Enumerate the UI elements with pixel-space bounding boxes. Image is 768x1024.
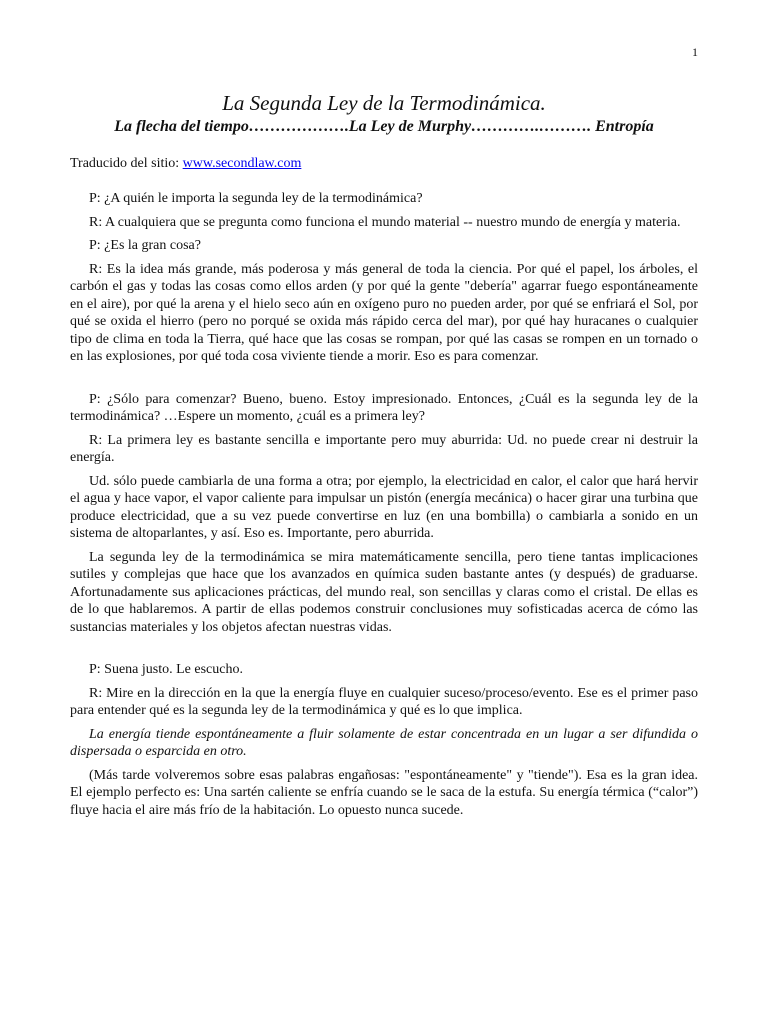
paragraph-answer-4: R: Mire en la dirección en la que la energía fluye en cualquier suceso/proceso/evento. Ese es el primer paso para entender qué es la segunda ley de la termodinámica y qué es lo que implica. bbox=[70, 685, 698, 718]
paragraph-question-2: P: ¿Es la gran cosa? bbox=[89, 238, 201, 253]
page-number: 1 bbox=[692, 45, 698, 59]
paragraph-key-idea: La energía tiende espontáneamente a fluir solamente de estar concentrada en un lugar a ser difundida o dispersada o esparcida en otro. bbox=[70, 726, 698, 759]
document-body bbox=[70, 190, 698, 825]
document-subtitle: La flecha del tiempo……………….La Ley de Murphy………….………. Entropía bbox=[114, 118, 654, 135]
paragraph-answer-2: R: Es la idea más grande, más poderosa y más general de toda la ciencia. Por qué el papel, los árboles, el carbón el gas y todas las cosas como ellos arden (y por qué la gente "debería" agarrar fuego espontáneamente en el aire), por qué la arena y el hielo seco aún en oxígeno puro no pueden arder, por qué se enfriará el Sol, por qué se oxida el hierro (pero no porqué se oxida más rápido cerca del mar), por qué hay huracanes o cualquier tipo de clima en toda la Tierra, qué hace que las cosas se rompan, por qué las casas se rompen en un tornado o en las explosiones, por qué toda cosa viviente tiende a morir. Eso es para comenzar. bbox=[70, 261, 698, 364]
paragraph-second-law: La segunda ley de la termodinámica se mira matemáticamente sencilla, pero tiene tantas implicaciones sutiles y complejas que hace que los avanzados en química suden bastante antes (y después) de graduarse. Afortunadamente sus aplicaciones prácticas, del mundo real, son sencillas y claras como el cristal. De ellas es de lo que hablaremos. A partir de ellas podemos construir conclusiones muy sofisticadas acerca de cómo las sustancias materiales y los objetos afectan nuestras vidas. bbox=[70, 549, 698, 635]
source-line bbox=[70, 156, 301, 172]
paragraph-answer-3: R: La primera ley es bastante sencilla e importante pero muy aburrida: Ud. no puede crear ni destruir la energía. bbox=[70, 432, 698, 465]
paragraph-answer-1: R: A cualquiera que se pregunta como funciona el mundo material -- nuestro mundo de energía y materia. bbox=[89, 214, 681, 230]
paragraph-question-3: P: ¿Sólo para comenzar? Bueno, bueno. Estoy impresionado. Entonces, ¿Cuál es la segunda ley de la termodinámica? …Espere un momento, ¿cuál es a primera ley? bbox=[70, 391, 698, 424]
paragraph-question-1: P: ¿A quién le importa la segunda ley de la termodinámica? bbox=[89, 191, 423, 206]
paragraph-first-law: Ud. sólo puede cambiarla de una forma a otra; por ejemplo, la electricidad en calor, el calor que hará hervir el agua y hace vapor, el vapor caliente para impulsar un pistón (energía mecánica) o hacer girar una turbina que produce electricidad, que a su vez puede convertirse en luz (en una bombilla) o cambiarla a sonido en un sistema de altoparlantes, y así. Eso es. Importante, pero aburrida. bbox=[70, 473, 698, 541]
source-label: Traducido del sitio: bbox=[70, 156, 183, 171]
paragraph-example: (Más tarde volveremos sobre esas palabras engañosas: "espontáneamente" y "tiende"). Esa es la gran idea. El ejemplo perfecto es: Una sartén caliente se enfría cuando se le saca de la estufa. Su energía térmica (“calor”) fluye hacia el aire más frío de la habitación. Lo opuesto nunca sucede. bbox=[70, 767, 698, 818]
source-link[interactable]: www.secondlaw.com bbox=[182, 156, 302, 171]
paragraph-question-4: P: Suena justo. Le escucho. bbox=[89, 662, 243, 677]
document-title: La Segunda Ley de la Termodinámica. bbox=[222, 91, 546, 115]
